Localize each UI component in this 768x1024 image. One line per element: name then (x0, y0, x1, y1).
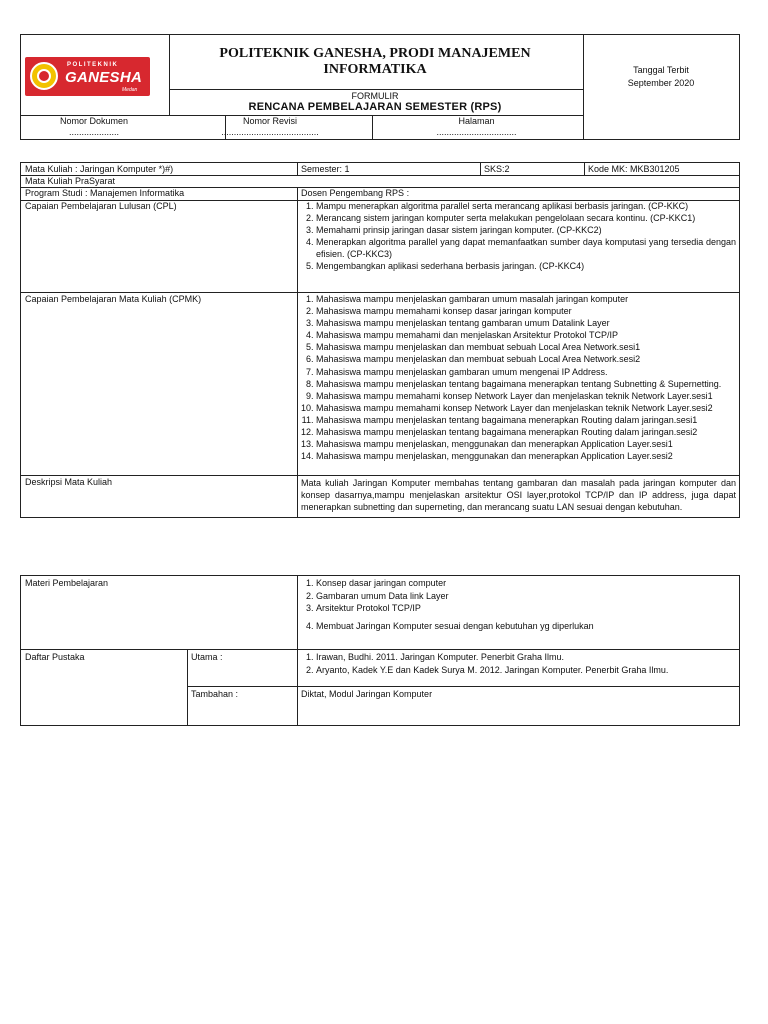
deskripsi-label: Deskripsi Mata Kuliah (25, 477, 113, 487)
pustaka-utama-label: Utama : (191, 652, 223, 662)
mata-kuliah-cell: Mata Kuliah : Jaringan Komputer *)#) (25, 164, 174, 174)
tanggal-terbit-value: September 2020 (627, 78, 695, 88)
cpmk-item: 14. Mahasiswa mampu menjelaskan, menggunakan dan menerapkan Application Layer.sesi2 (316, 450, 736, 462)
cpmk-item: 11. Mahasiswa mampu menjelaskan tentang bagaimana menerapkan Routing dalam jaringan.sesi1 (316, 414, 736, 426)
materi-item: 2. Gambaran umum Data link Layer (316, 590, 736, 603)
deskripsi-text: Mata kuliah Jaringan Komputer membahas tentang gambaran dan masalah pada jaringan komputer dan konsep dasarnya,mampu menjelaskan arsitektur OSI layer,protokol TCP/IP dan IP address, juga dapat menerapkan subnetting dan superneting, dan merancang suatu LAN sesuai dengan kebutuhan. (301, 478, 736, 513)
cpmk-item: 1. Mahasiswa mampu menjelaskan gambaran umum masalah jaringan komputer (316, 293, 736, 305)
halaman-value: ................................ (436, 127, 517, 137)
cpmk-item: 10. Mahasiswa mampu memahami konsep Network Layer dan menjelaskan teknik Network Layer.sesi2 (316, 402, 736, 414)
sks-cell: SKS:2 (484, 164, 510, 174)
cpmk-item: 7. Mahasiswa mampu menjelaskan gambaran umum mengenai IP Address. (316, 366, 736, 378)
formulir-label: FORMULIR (351, 91, 399, 101)
pustaka-utama-list (299, 651, 736, 677)
cpl-list (299, 200, 736, 273)
pustaka-item: 1. Irawan, Budhi. 2011. Jaringan Komputer. Penerbit Graha Ilmu. (316, 651, 736, 664)
form-title: RENCANA PEMBELAJARAN SEMESTER (RPS) (248, 101, 502, 113)
cpl-label: Capaian Pembelajaran Lulusan (CPL) (25, 201, 177, 211)
cpmk-item: 12. Mahasiswa mampu menjelaskan tentang bagaimana menerapkan Routing dalam jaringan.sesi2 (316, 426, 736, 438)
cpmk-item: 6. Mahasiswa mampu menjelaskan dan membuat sebuah Local Area Network.sesi2 (316, 353, 736, 365)
prasyarat-cell: Mata Kuliah PraSyarat (25, 176, 116, 186)
kode-mk-cell: Kode MK: MKB301205 (588, 164, 680, 174)
cpmk-item: 13. Mahasiswa mampu menjelaskan, menggunakan dan menerapkan Application Layer.sesi1 (316, 438, 736, 450)
cpmk-item: 4. Mahasiswa mampu memahami dan menjelaskan Arsitektur Protokol TCP/IP (316, 329, 736, 341)
semester-cell: Semester: 1 (301, 164, 350, 174)
cpmk-item: 5. Mahasiswa mampu menjelaskan dan membuat sebuah Local Area Network.sesi1 (316, 341, 736, 353)
nomor-dokumen-value: .................... (68, 127, 119, 137)
nomor-dokumen-label: Nomor Dokumen (59, 116, 129, 126)
nomor-revisi-value: ....................................... (221, 127, 319, 137)
halaman-label: Halaman (458, 116, 495, 126)
materi-list (299, 577, 736, 632)
cpl-item: 4. Menerapkan algoritma parallel yang dapat memanfaatkan sumber daya komputasi yang tersedia dengan efisien. (CP-KKC3) (316, 236, 736, 260)
materi-item: 4. Membuat Jaringan Komputer sesuai dengan kebutuhan yg diperlukan (316, 620, 736, 633)
pustaka-label: Daftar Pustaka (25, 652, 85, 662)
cpl-item: 2. Merancang sistem jaringan komputer serta melakukan pengelolaan secara kontinu. (CP-KKC1) (316, 212, 736, 224)
dosen-pengembang-cell: Dosen Pengembang RPS : (301, 188, 410, 198)
pustaka-item: 2. Aryanto, Kadek Y.E dan Kadek Surya M. 2012. Jaringan Komputer. Penerbit Graha Ilmu. (316, 664, 736, 677)
cpmk-label: Capaian Pembelajaran Mata Kuliah (CPMK) (25, 294, 202, 304)
cpl-item: 3. Memahami prinsip jaringan dasar sistem jaringan komputer. (CP-KKC2) (316, 224, 736, 236)
tanggal-terbit-label: Tanggal Terbit (633, 65, 689, 75)
logo-emblem-icon (30, 62, 58, 90)
materi-label: Materi Pembelajaran (25, 578, 109, 588)
cpmk-item: 9. Mahasiswa mampu memahami konsep Network Layer dan menjelaskan teknik Network Layer.sesi1 (316, 390, 736, 402)
cpmk-item: 2. Mahasiswa mampu memahami konsep dasar jaringan komputer (316, 305, 736, 317)
pustaka-tambahan-text: Diktat, Modul Jaringan Komputer (301, 689, 433, 699)
logo-top-text: POLITEKNIK (67, 62, 119, 68)
cpmk-item: 3. Mahasiswa mampu menjelaskan tentang gambaran umum Datalink Layer (316, 317, 736, 329)
politeknik-ganesha-logo (25, 57, 150, 96)
cpmk-list (299, 293, 736, 462)
institution-title: POLITEKNIK GANESHA, PRODI MANAJEMEN INFORMATIKA (219, 46, 531, 77)
logo-name: GANESHA (65, 69, 143, 86)
cpl-item: 1. Mampu menerapkan algoritma parallel serta merancang aplikasi berbasis jaringan. (CP-KKC) (316, 200, 736, 212)
materi-item: 1. Konsep dasar jaringan computer (316, 577, 736, 590)
materi-item: 3. Arsitektur Protokol TCP/IP (316, 602, 736, 615)
logo-city: Medan (122, 87, 138, 93)
program-studi-cell: Program Studi : Manajemen Informatika (25, 188, 185, 198)
pustaka-tambahan-label: Tambahan : (191, 689, 239, 699)
cpl-item: 5. Mengembangkan aplikasi sederhana berbasis jaringan. (CP-KKC4) (316, 260, 736, 272)
cpmk-item: 8. Mahasiswa mampu menjelaskan tentang bagaimana menerapkan tentang Subnetting & Supernetting. (316, 378, 736, 390)
nomor-revisi-label: Nomor Revisi (242, 116, 297, 126)
